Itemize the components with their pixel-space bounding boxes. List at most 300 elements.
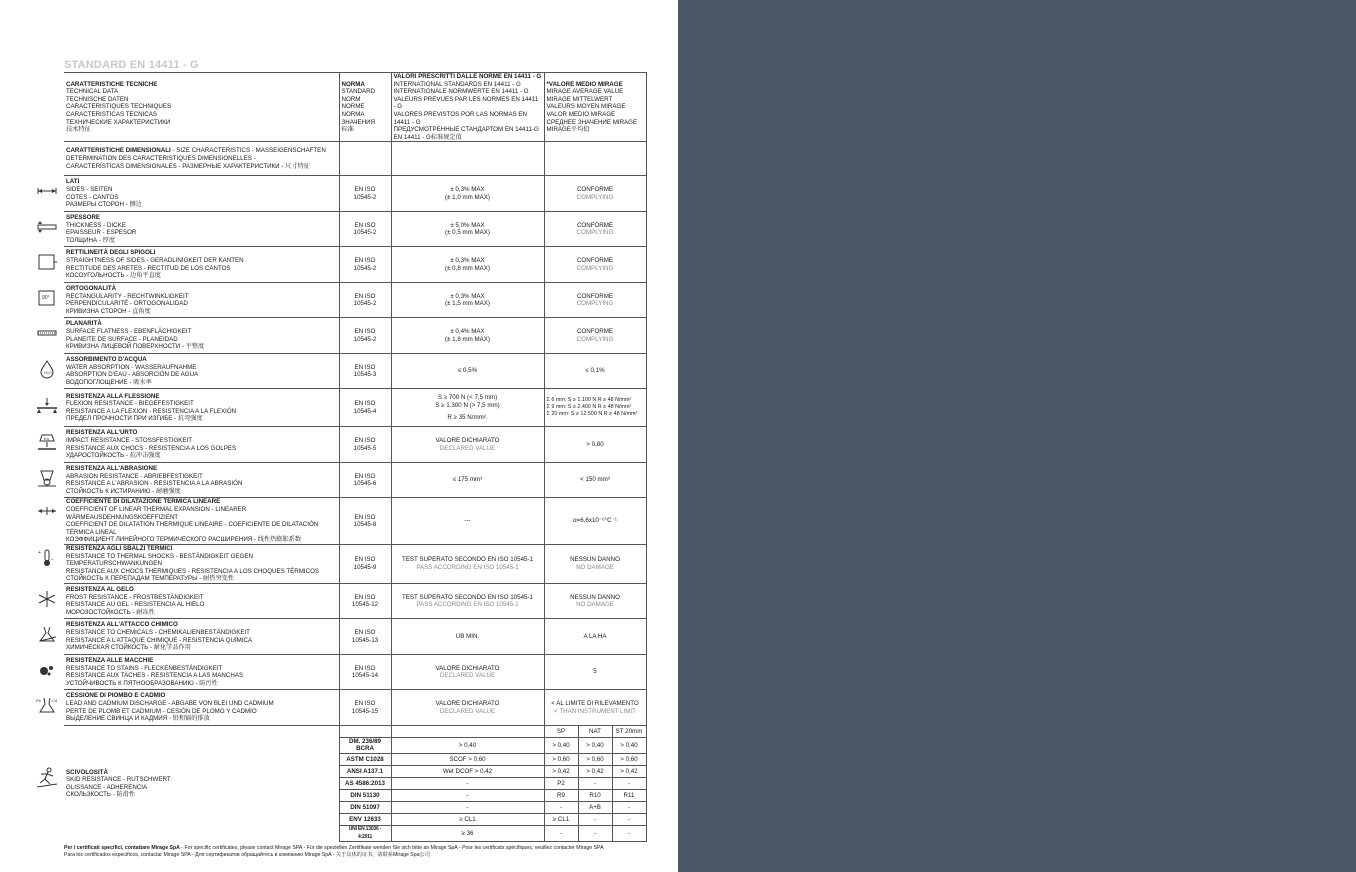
chemical-icon [36, 625, 58, 643]
required-value: ≤ 175 mm³ [452, 476, 483, 484]
required-value-cell [391, 619, 544, 655]
mirage-value-sub: COMPLYING [576, 300, 614, 308]
characteristic-cell [38, 544, 339, 583]
header-text: ЗНАЧЕНИЯ [341, 118, 375, 126]
header-text: TECHNICAL DATA [66, 88, 119, 96]
empty-cell [391, 725, 544, 737]
table-row [64, 690, 646, 726]
header-required-values [391, 73, 544, 142]
mirage-value: NESSUN DANNO [570, 556, 620, 564]
norm-cell [339, 583, 391, 619]
characteristic-wrap [44, 429, 337, 460]
mirage-value: Σ 6 mm: S ≥ 1.100 N R ≥ 48 N/mm² [546, 397, 632, 404]
mirage-value-cell [544, 544, 646, 583]
empty-cell [544, 142, 646, 176]
dimensional-label [64, 142, 339, 176]
skid-value: - [578, 814, 612, 826]
table-row [64, 462, 646, 498]
skid-icon [36, 767, 58, 789]
characteristic-cell [64, 247, 339, 283]
required-value-cell [391, 176, 544, 212]
skid-required: - [391, 790, 544, 802]
norm-text: EN ISO [354, 700, 376, 708]
footer-bold: Per i certificati specifici, contattare Mirage SpA [64, 845, 180, 852]
mirage-value-sub: NO DAMAGE [576, 601, 614, 609]
norm-text: EN ISO [354, 328, 376, 335]
norm-text: 10545-3 [353, 371, 377, 379]
characteristic-line: КРИВИЗНА ЛИЦЕВОЙ ПОВЕРХНОСТИ - 平整度 [66, 343, 205, 351]
svg-text:H₂O: H₂O [44, 369, 52, 375]
norm-text: EN ISO [354, 513, 376, 521]
skid-required: ≥ 36 [391, 826, 544, 842]
characteristic-line: RESISTANCE AUX CHOCS - RESISTENCIA A LOS GOLPES [66, 444, 237, 452]
mirage-value-cell [544, 498, 646, 545]
table-row [64, 619, 646, 655]
characteristic-line: СТОЙКОСТЬ К ИСТИРАНИЮ - 耐磨强度 [66, 487, 181, 495]
norm-text: 10545-2 [353, 193, 377, 201]
dark-side-panel [678, 0, 1356, 872]
characteristic-line: RESISTANCE AUX CHOCS THERMIQUES - RESISTENCIA A LOS CHOQUES TÉRMICOS [66, 567, 320, 575]
required-value-sub: DECLARED VALUE [439, 672, 496, 680]
characteristic-line: RESISTANCE A L'ATTAQUE CHIMIQUE - RESISTENCIA QUÍMICA [66, 636, 253, 644]
skid-value: > 0,60 [612, 754, 646, 766]
norm-text: 10545-13 [351, 636, 379, 644]
characteristic-cell [64, 654, 339, 690]
svg-text:+: + [38, 549, 41, 556]
characteristic-line: EPAISSEUR - ESPESOR [66, 229, 137, 237]
required-value: ± 0,4% MAX [450, 328, 485, 335]
characteristic-line: ВЫДЕЛЕНИЕ СВИНЦА И КАДМИЯ - 铅和镉的排放 [66, 715, 210, 723]
required-value: VALORE DICHIARATO [435, 437, 500, 444]
header-text: 技术特征 [66, 126, 91, 134]
norm-cell [339, 619, 391, 655]
header-characteristics [64, 73, 339, 142]
characteristic-line: ABRASION RESISTANCE - ABRIEBFESTIGKEIT [66, 472, 203, 480]
skid-value: ≥ CL1 [544, 814, 578, 826]
skid-norm: AS 4586:2013 [339, 778, 391, 790]
table-row [64, 498, 646, 545]
dimensional-row [64, 142, 646, 176]
skid-norm: ASTM C1028 [339, 754, 391, 766]
footer-line1: - For specific certificates, please contact Mirage SPA - Für die speziellen Zertifikate wenden Sie sich bitte an Mirage SpA - Pour les certificats spécifiques, veuillez contacter Mirage SPA [179, 845, 604, 852]
stain-icon [36, 661, 58, 679]
mirage-value-cell [544, 353, 646, 389]
characteristic-wrap [36, 692, 337, 723]
norm-cell [339, 176, 391, 212]
skid-required: - [391, 802, 544, 814]
mirage-value-sub: COMPLYING [576, 193, 614, 201]
characteristic-wrap [66, 320, 337, 350]
skid-required: ≥ CL1 [391, 814, 544, 826]
norm-cell [339, 282, 391, 318]
characteristic-title: RESISTENZA AL GELO [66, 585, 134, 593]
characteristic-title: ORTOGONALITÀ [66, 284, 117, 292]
thermometer-icon [36, 549, 58, 567]
characteristic-wrap [66, 586, 337, 616]
norm-text: EN ISO [354, 363, 376, 371]
skid-norm: DIN 51130 [339, 790, 391, 802]
norm-cell [339, 247, 391, 283]
required-value: TEST SUPERATO SECONDO EN ISO 10545-1 [401, 556, 533, 564]
mirage-value-sub: Σ 20 mm: S ≥ 12.500 N R ≥ 48 N/mm² [546, 411, 638, 418]
characteristic-title: PLANARITÀ [66, 320, 102, 328]
header-text: VALOR MEDIO MIRAGE [546, 110, 616, 118]
header-text: NORME [341, 103, 365, 111]
empty-cell [391, 142, 544, 176]
required-value-sub: (± 0,8 mm MAX) [445, 264, 490, 272]
header-text: *VALORE MEDIO MIRAGE [546, 80, 623, 88]
characteristic-line: COEFFICIENT OF LINEAR THERMAL EXPANSION - LINEARER WÄRMEAUSDEHNUNGSKOEFFIZIENT [66, 505, 247, 521]
characteristic-wrap [66, 249, 337, 279]
characteristic-line: FROST RESISTANCE - FROSTBESTÄNDIGKEIT [66, 593, 204, 601]
characteristic-cell [36, 690, 339, 726]
mirage-value-cell [544, 176, 646, 212]
norm-text: 10545-5 [353, 444, 377, 452]
norm-text: EN ISO [354, 556, 376, 564]
spec-table [36, 72, 647, 842]
header-text: INTERNATIONAL STANDARDS EN 14411 - G [393, 80, 521, 88]
mirage-value-cell [544, 654, 646, 690]
skid-norm: DM. 236/89 BCRA [339, 737, 391, 753]
expansion-icon [36, 502, 58, 520]
angle-90-icon [36, 289, 58, 307]
characteristic-line: RESISTANCE TO CHEMICALS - CHEMIKALIENBESTÄNDIGKEIT [66, 629, 250, 637]
impact-icon [36, 433, 58, 451]
characteristic-wrap [44, 355, 337, 386]
empty-cell [339, 142, 391, 176]
svg-text:−: − [51, 556, 54, 563]
characteristic-wrap [42, 284, 337, 315]
norm-cell [339, 690, 391, 726]
straightness-icon [36, 253, 58, 271]
characteristic-line: PLANEITE DE SURFACE - PLANEIDAD [66, 335, 178, 343]
characteristic-line: STRAIGHTNESS OF SIDES - GERADLINIGKEIT DER KANTEN [66, 257, 244, 264]
skid-value: R10 [578, 790, 612, 802]
footer-line2: Para los certificados especificos, contactar Mirage SPA - Для сертификатов обращайтесь в компанию Mirage SpA - 关于具体的证书，请联系Mirage Spa公司 [64, 852, 430, 859]
characteristic-title: RESISTENZA ALLE MACCHIE [66, 656, 154, 664]
characteristic-wrap [66, 657, 337, 687]
skid-required: - [391, 778, 544, 790]
norm-cell [339, 353, 391, 389]
required-value: --- [464, 517, 471, 525]
norm-text: 10545-2 [353, 229, 377, 237]
skid-value: - [612, 826, 646, 842]
mirage-value: > 0,80 [586, 440, 604, 448]
mirage-value: A LA HA [583, 632, 607, 640]
skid-column-header: NAT [578, 725, 612, 737]
characteristic-cell [64, 389, 339, 427]
norm-text: EN ISO [354, 437, 376, 444]
mirage-value: CONFORME [576, 221, 614, 229]
mirage-value: CONFORME [576, 186, 614, 193]
mirage-value-cell [544, 462, 646, 498]
characteristic-title: RESISTENZA AGLI SBALZI TERMICI [66, 544, 173, 552]
characteristic-line: RESISTANCE AUX TACHES - RESISTENCIA A LAS MANCHAS [66, 672, 244, 680]
norm-text: EN ISO [354, 593, 376, 601]
abrasion-icon [36, 469, 58, 487]
norm-text: EN ISO [354, 664, 376, 672]
characteristic-line: УДАРОСТОЙКОСТЬ - 抗冲击强度 [66, 452, 161, 460]
mirage-value-sub: COMPLYING [576, 335, 614, 343]
skid-required: > 0,40 [391, 737, 544, 753]
required-value-cell [391, 282, 544, 318]
norm-text: 10545-4 [353, 407, 377, 415]
norm-cell [339, 211, 391, 247]
characteristic-title: SPESSORE [66, 213, 101, 221]
required-value-cell [391, 318, 544, 354]
characteristic-line: РАЗМЕРЫ СТОРОН - 侧边 [66, 201, 142, 209]
table-header-row [64, 73, 646, 142]
table-row [64, 654, 646, 690]
header-text: VALORI PRESCRITTI DALLE NORME EN 14411 - G [393, 73, 542, 80]
mirage-value-cell [544, 690, 646, 726]
skid-value: P2 [544, 778, 578, 790]
characteristic-line: КОЭФФИЦИЕНТ ЛИНЕЙНОГО ТЕРМИЧЕСКОГО РАСШИРЕНИЯ - 线性热膨胀系数 [66, 536, 302, 544]
header-text: NORMA [341, 80, 365, 88]
thickness-icon [36, 218, 58, 236]
header-text: VALEURS MOYEN MIRAGE [546, 103, 626, 111]
header-text: VALORES PREVISTOS POR LAS NORMAS EN 14411 - G [393, 110, 528, 126]
header-text: NORMA [341, 110, 365, 118]
characteristic-wrap [66, 498, 337, 544]
header-text: MIRAGE MITTELWERT [546, 95, 613, 103]
skid-value: > 0,42 [578, 766, 612, 778]
characteristic-line: SIDES - SEITEN [66, 186, 113, 193]
characteristic-wrap [66, 178, 337, 208]
required-value-cell [391, 583, 544, 619]
characteristic-line: RESISTANCE A L'ABRASION - RESISTENCIA A LA ABRASIÓN [66, 480, 243, 488]
norm-text: EN ISO [354, 257, 376, 264]
characteristic-line: RECTITUDE DES ARETES - RECTITUD DE LOS CANTOS [66, 264, 231, 272]
characteristic-cell [44, 427, 339, 463]
skid-characteristic-cell [64, 725, 339, 841]
mirage-value: CONFORME [576, 257, 614, 264]
required-value: VALORE DICHIARATO [435, 664, 500, 672]
dimensional-text: - SIZE CHARACTERISTICS - MASSEIGENSCHAFTEN [170, 147, 326, 155]
required-value: S ≥ 700 N (< 7,5 mm) [437, 394, 498, 402]
characteristic-cell [64, 211, 339, 247]
header-text: TECHNISCHE DATEN [66, 95, 129, 103]
table-row [64, 583, 646, 619]
header-text: NORM [341, 95, 361, 103]
skid-line: GLISSANCE - ADHERENCIA [66, 783, 148, 791]
sides-icon [36, 182, 58, 200]
table-row [64, 176, 646, 212]
skid-value: > 0,40 [612, 737, 646, 753]
header-text: MIRAGE平均值 [546, 126, 590, 134]
characteristic-cell [64, 318, 339, 354]
dimensional-text: DETERMINATION DES CARACTERISTIQUES DIMENSIONELLES - [66, 155, 256, 163]
header-text: СРЕДНЕЕ ЗНАЧЕНИЕ MIRAGE [546, 118, 638, 126]
required-value: ± 5,0% MAX [450, 221, 485, 229]
characteristic-line: ПРЕДЕЛ ПРОЧНОСТИ ПРИ ИЗГИБЕ - 抗弯强度 [66, 415, 203, 423]
svg-text:Cd: Cd [52, 698, 58, 704]
header-text: STANDARD [341, 88, 376, 96]
skid-value: A+B [578, 802, 612, 814]
skid-title: SCIVOLOSITÀ [66, 768, 108, 776]
norm-text: EN ISO [354, 472, 376, 480]
mirage-value-cell [544, 247, 646, 283]
required-value-sub: (± 0,5 mm MAX) [445, 229, 490, 237]
flexion-icon [36, 397, 58, 415]
characteristic-cell [64, 462, 339, 498]
skid-required: SCOF > 0,60 [391, 754, 544, 766]
skid-value: > 0,40 [544, 737, 578, 753]
norm-cell [339, 498, 391, 545]
skid-value: > 0,42 [544, 766, 578, 778]
header-text: ТЕХНИЧЕСКИЕ ХАРАКТЕРИСТИКИ [66, 118, 171, 126]
skid-norm: ANSI A137.1 [339, 766, 391, 778]
svg-text:Kg: Kg [44, 436, 49, 442]
required-value: ± 0,3% MAX [450, 257, 485, 264]
required-value-sub: (± 1,0 mm MAX) [445, 193, 490, 201]
norm-text: EN ISO [354, 629, 376, 637]
characteristic-title: CESSIONE DI PIOMBO E CADMIO [66, 692, 166, 700]
mirage-value-sub: Σ 9 mm: S ≥ 2.400 N R ≥ 48 N/mm² [546, 404, 632, 411]
characteristic-wrap [38, 544, 337, 583]
norm-cell [339, 462, 391, 498]
mirage-value: 5 [593, 668, 597, 676]
svg-text:90°: 90° [42, 294, 50, 301]
table-row [64, 353, 646, 389]
header-text: CARATTERISTICHE TECNICHE [66, 80, 158, 88]
norm-text: 10545-12 [351, 601, 379, 609]
skid-line: СКОЛЬЗКОСТЬ - 防滑性 [66, 791, 136, 799]
characteristic-line: COEFFICIENT DE DILATATION THERMIQUE LINEAIRE - COEFICIENTE DE DILATACIÓN TÉRMICA LINEAL [66, 521, 319, 536]
norm-text: 10545-14 [351, 672, 379, 680]
required-value: TEST SUPERATO SECONDO EN ISO 10545-1 [401, 593, 533, 601]
required-value-cell [391, 654, 544, 690]
skid-column-header: ST 20mm [612, 725, 646, 737]
characteristic-wrap [66, 393, 337, 423]
skid-value: - [612, 802, 646, 814]
norm-text: EN ISO [354, 221, 376, 229]
required-value-cell [391, 389, 544, 427]
required-value-cell [391, 427, 544, 463]
mirage-value-cell [544, 427, 646, 463]
skid-header-row [64, 725, 646, 737]
characteristic-line: УСТОЙЧИВОСТЬ К ПЯТНООБРАЗОВАНИЮ - 防污性 [66, 679, 218, 687]
characteristic-wrap [66, 465, 337, 495]
mirage-value: NESSUN DANNO [570, 593, 620, 601]
norm-cell [339, 427, 391, 463]
characteristic-cell [64, 176, 339, 212]
required-value: ≤ 0,5% [457, 367, 478, 375]
characteristic-line: RESISTANCE TO STAINS - FLECKENBESTÄNDIGKEIT [66, 664, 223, 672]
skid-value: - [612, 814, 646, 826]
mirage-value: ≤ 0,1% [585, 367, 605, 375]
required-value: ± 0,3% MAX [450, 292, 485, 300]
required-value-sub: (± 1,5 mm MAX) [445, 300, 490, 308]
skid-value: > 0,42 [612, 766, 646, 778]
spec-sheet [36, 58, 646, 859]
characteristic-cell [64, 498, 339, 545]
skid-column-header: SP [544, 725, 578, 737]
snowflake-icon [36, 590, 58, 608]
dimensional-bold: CARATTERISTICHE DIMENSIONALI [66, 147, 171, 155]
norm-text: 10545-2 [353, 300, 377, 308]
table-row [64, 282, 646, 318]
mirage-value-cell [544, 318, 646, 354]
header-text: 标准 [341, 126, 354, 134]
norm-text: 10545-2 [353, 335, 377, 343]
mirage-value: < 150 mm³ [580, 476, 610, 484]
characteristic-line: КОСОУГОЛЬНОСТЬ - 边角平直度 [66, 272, 161, 280]
table-row [64, 389, 646, 427]
table-row [64, 427, 646, 463]
characteristic-line: ТОЛЩИНА - 厚度 [66, 236, 116, 244]
characteristic-line: SURFACE FLATNESS - EBENFLÄCHIGKEIT [66, 328, 192, 335]
header-text: ПРЕДУСМОТРЕННЫЕ СТАНДАРТОМ EN 14411-G [393, 126, 539, 134]
characteristic-line: WATER ABSORPTION - WASSERAUFNAHME [66, 363, 197, 371]
header-text: MIRAGE AVERAGE VALUE [546, 88, 624, 96]
skid-value: - [612, 778, 646, 790]
norm-cell [339, 318, 391, 354]
skid-norm: ENV 12633 [339, 814, 391, 826]
required-value: VALORE DICHIARATO [435, 700, 500, 708]
header-text: VALEURS PREVUES PAR LES NORMES EN 14411 - G [393, 95, 539, 111]
required-value-cell [391, 498, 544, 545]
required-value-sub: R ≥ 35 N/mm². [447, 413, 488, 421]
mirage-value: CONFORME [576, 328, 614, 335]
mirage-value-cell [544, 282, 646, 318]
water-drop-icon [36, 360, 58, 378]
norm-cell [339, 389, 391, 427]
characteristic-line: IMPACT RESISTANCE - STOSSFESTIGKEIT [66, 437, 193, 444]
characteristic-cell [42, 282, 339, 318]
footer-note [64, 845, 664, 859]
characteristic-line: THICKNESS - DICKE [66, 221, 126, 229]
characteristic-title: RESISTENZA ALL'ATTACCO CHIMICO [66, 621, 178, 629]
lead-cadmium-icon [36, 696, 58, 714]
characteristic-line: RECTANGULARITY - RECHTWINKLIGKEIT [66, 292, 189, 300]
skid-value: - [544, 802, 578, 814]
required-value-sub: PASS ACCORDING EN ISO 10545-1 [416, 601, 519, 609]
norm-text: 10545-8 [353, 521, 377, 529]
characteristic-line: ABSORPTION D'EAU - ABSORCIÓN DE AGUA [66, 371, 199, 379]
characteristic-title: RETTILINEITÀ DEGLI SPIGOLI [66, 249, 156, 257]
characteristic-wrap [66, 621, 337, 651]
skid-value: R11 [612, 790, 646, 802]
required-value-cell [391, 690, 544, 726]
characteristic-line: КРИВИЗНА СТОРОН - 直角度 [66, 307, 151, 315]
characteristic-title: RESISTENZA ALLA FLESSIONE [66, 392, 160, 400]
characteristic-line: COTES - CANTOS [66, 193, 119, 201]
mirage-value-sub: COMPLYING [576, 229, 614, 237]
characteristic-line: FLEXION RESISTANCE - BIEGEFESTIGKEIT [66, 400, 194, 408]
characteristic-wrap [66, 214, 337, 244]
header-text: CARACTERISTICAS TECNICAS [66, 110, 157, 118]
mirage-value-cell [544, 389, 646, 427]
mirage-value-sub: < THAN INSTRUMENT LIMIT [554, 707, 636, 715]
header-text: EN 14411 - G标准规定值 [393, 133, 462, 141]
characteristic-line: LEAD AND CADMIUM DISCHARGE - ABGABE VON BLEI UND CADMIUM [66, 700, 274, 708]
mirage-value: CONFORME [576, 292, 614, 300]
header-text: CARACTERISTIQUES TECHNIQUES [66, 103, 172, 111]
skid-required: Wet DCOF > 0,42 [391, 766, 544, 778]
characteristic-line: PERPENDICULARITÉ - ORTOGONALIDAD [66, 300, 188, 308]
mirage-value-cell [544, 211, 646, 247]
norm-text: 10545-15 [351, 707, 379, 715]
required-value-sub: S ≥ 1.300 N (> 7,5 mm) [435, 402, 500, 410]
required-value-cell [391, 353, 544, 389]
characteristic-title: ASSORBIMENTO D'ACQUA [66, 355, 147, 363]
skid-norm: DIN 51097 [339, 802, 391, 814]
svg-text:Pb: Pb [36, 698, 41, 704]
characteristic-line: МОРОЗОСТОЙКОСТЬ - 耐冻性 [66, 608, 155, 616]
skid-value: > 0,40 [578, 737, 612, 753]
header-norm [339, 73, 391, 142]
